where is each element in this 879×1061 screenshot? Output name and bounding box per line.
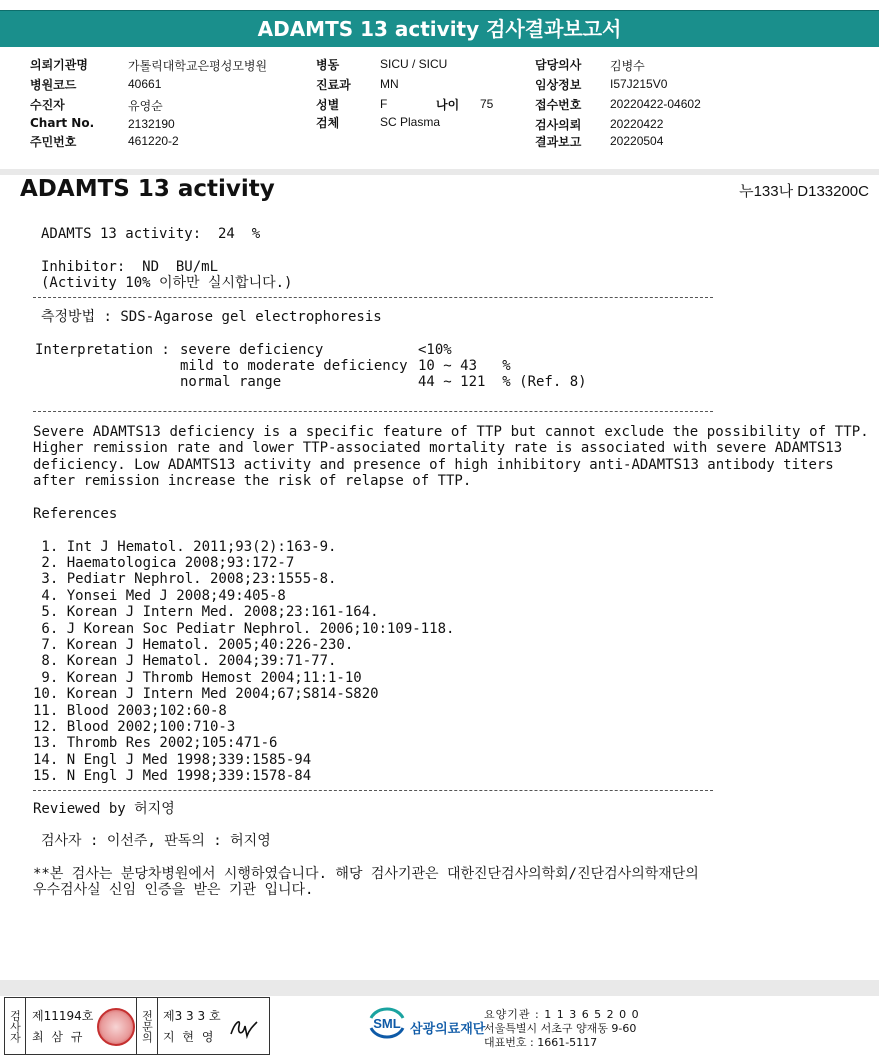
reference-item: 12. Blood 2002;100:710-3 xyxy=(33,719,236,735)
svg-text:SML: SML xyxy=(373,1016,401,1031)
label-sex: 성별 xyxy=(316,98,340,112)
comment-line: Severe ADAMTS13 deficiency is a specific feature of TTP but cannot exclude the possibility of TTP. xyxy=(33,424,869,440)
label-clinical-info: 임상정보 xyxy=(535,78,582,92)
method-line: 측정방법 : SDS-Agarose gel electrophoresis xyxy=(41,309,382,325)
interp-normal-range: 44 ~ 121 % (Ref. 8) xyxy=(418,374,587,390)
value-request-date: 20220422 xyxy=(610,117,664,131)
signature-icon xyxy=(225,1012,263,1044)
label-request-date: 검사의뢰 xyxy=(535,118,582,132)
interpretation-label: Interpretation : xyxy=(35,342,170,358)
label-attending-doctor: 담당의사 xyxy=(535,58,582,72)
comment-line: after remission increase the risk of relapse of TTP. xyxy=(33,473,472,489)
label-specimen: 검체 xyxy=(316,116,340,130)
accreditation-note: 우수검사실 신임 인증을 받은 기관 입니다. xyxy=(33,882,314,898)
result-activity: ADAMTS 13 activity: 24 % xyxy=(41,226,261,242)
reference-item: 4. Yonsei Med J 2008;49:405-8 xyxy=(33,588,286,604)
divider xyxy=(33,411,713,412)
value-clinical-info: I57J215V0 xyxy=(610,77,668,91)
reference-item: 8. Korean J Hematol. 2004;39:71-77. xyxy=(33,653,337,669)
value-chart-no: 2132190 xyxy=(128,117,175,131)
reference-item: 14. N Engl J Med 1998;339:1585-94 xyxy=(33,752,312,768)
label-receipt-no: 접수번호 xyxy=(535,98,582,112)
signature-box xyxy=(4,997,270,1055)
label-chart-no: Chart No. xyxy=(30,116,95,130)
interp-severe-range: <10% xyxy=(418,342,452,358)
label-age: 나이 xyxy=(436,98,460,112)
references-title: References xyxy=(33,506,118,522)
reference-item: 11. Blood 2003;102:60-8 xyxy=(33,703,227,719)
label-department: 진료과 xyxy=(316,78,351,92)
report-title: ADAMTS 13 activity 검사결과보고서 xyxy=(0,10,879,49)
value-ward: SICU / SICU xyxy=(380,57,448,71)
value-hospital-code: 40661 xyxy=(128,77,162,91)
value-report-date: 20220504 xyxy=(610,134,664,148)
lab-address: 서울특별시 서초구 양재동 9-60 xyxy=(484,1022,637,1035)
reference-item: 15. N Engl J Med 1998;339:1578-84 xyxy=(33,768,312,784)
examiner-line: 검사자 : 이선주, 판독의 : 허지영 xyxy=(41,833,271,849)
lab-phone: 대표번호 : 1661-5117 xyxy=(484,1036,598,1049)
test-code: 누133나 D133200C xyxy=(739,183,869,200)
result-inhibitor: Inhibitor: ND BU/mL xyxy=(41,259,219,275)
reviewed-by: Reviewed by 허지영 xyxy=(33,801,175,817)
value-requesting-institution: 가톨릭대학교은평성모병원 xyxy=(128,59,268,73)
reference-item: 3. Pediatr Nephrol. 2008;23:1555-8. xyxy=(33,571,337,587)
specialist-name: 지 현 영 xyxy=(163,1030,216,1044)
examiner-name: 최 삼 규 xyxy=(32,1030,85,1044)
label-resident-no: 주민번호 xyxy=(30,135,77,149)
label-requesting-institution: 의뢰기관명 xyxy=(30,58,88,72)
reference-item: 7. Korean J Hematol. 2005;40:226-230. xyxy=(33,637,354,653)
reference-item: 6. J Korean Soc Pediatr Nephrol. 2006;10:109-118. xyxy=(33,621,455,637)
value-age: 75 xyxy=(480,97,494,111)
interp-mild: mild to moderate deficiency xyxy=(180,358,408,374)
interp-severe: severe deficiency xyxy=(180,342,324,358)
divider xyxy=(33,297,713,298)
value-resident-no: 461220-2 xyxy=(128,134,179,148)
value-specimen: SC Plasma xyxy=(380,115,441,129)
label-ward: 병동 xyxy=(316,58,340,72)
seal-stamp-icon xyxy=(97,1008,135,1046)
divider xyxy=(33,790,713,791)
document-title: ADAMTS 13 activity xyxy=(20,176,275,202)
reference-item: 5. Korean J Intern Med. 2008;23:161-164. xyxy=(33,604,379,620)
institution-code: 요양기관 : 1 1 3 6 5 2 0 0 xyxy=(484,1008,640,1021)
specialist-label: 전문의 xyxy=(136,998,158,1054)
specialist-license: 제3 3 3 호 xyxy=(163,1009,221,1023)
organization-name: 삼광의료재단 xyxy=(410,1022,486,1037)
interp-mild-range: 10 ~ 43 % xyxy=(418,358,511,374)
value-attending-doctor: 김병수 xyxy=(610,59,645,73)
comment-line: Higher remission rate and lower TTP-associated mortality rate is associated with severe ADAMTS13 xyxy=(33,440,843,456)
label-report-date: 결과보고 xyxy=(535,135,582,149)
patient-info-panel xyxy=(0,47,879,170)
comment-line: deficiency. Low ADAMTS13 activity and presence of high inhibitory anti-ADAMTS13 antibody titers xyxy=(33,457,834,473)
examiner-license: 제11194호 xyxy=(32,1009,94,1023)
sml-logo-icon xyxy=(367,1004,407,1042)
section-separator xyxy=(0,169,879,175)
value-department: MN xyxy=(380,77,399,91)
value-patient: 유영순 xyxy=(128,99,163,113)
examiner-label: 검사자 xyxy=(5,998,26,1054)
reference-item: 9. Korean J Thromb Hemost 2004;11:1-10 xyxy=(33,670,362,686)
reference-item: 10. Korean J Intern Med 2004;67;S814-S820 xyxy=(33,686,379,702)
accreditation-note: **본 검사는 분당차병원에서 시행하였습니다. 해당 검사기관은 대한진단검사의학회/진단검사의학재단의 xyxy=(33,866,699,882)
label-patient: 수진자 xyxy=(30,98,65,112)
inhibitor-note: (Activity 10% 이하만 실시합니다.) xyxy=(41,275,293,291)
reference-item: 2. Haematologica 2008;93:172-7 xyxy=(33,555,295,571)
reference-item: 1. Int J Hematol. 2011;93(2):163-9. xyxy=(33,539,337,555)
label-hospital-code: 병원코드 xyxy=(30,78,77,92)
value-receipt-no: 20220422-04602 xyxy=(610,97,701,111)
footer-separator xyxy=(0,980,879,996)
reference-item: 13. Thromb Res 2002;105:471-6 xyxy=(33,735,278,751)
interp-normal: normal range xyxy=(180,374,282,390)
value-sex: F xyxy=(380,97,388,111)
